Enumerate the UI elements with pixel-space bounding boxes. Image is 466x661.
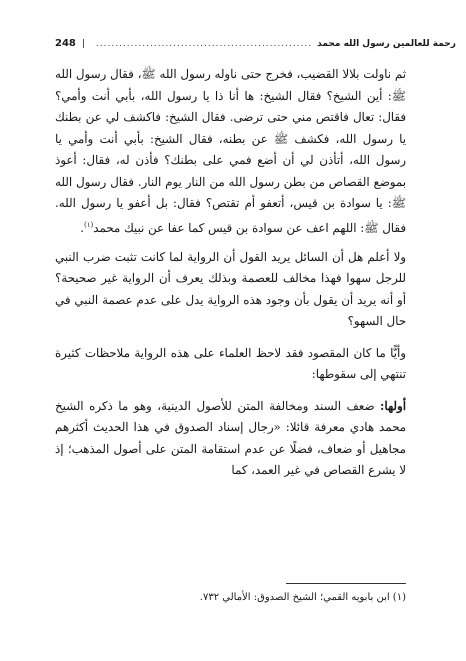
paragraph-1 [55, 64, 406, 239]
book-title: رحمة للعالمين رسول الله محمد [317, 38, 456, 49]
page-number: 248 [55, 38, 76, 49]
paragraph-2: ولا أعلم هل أن السائل يريد القول أن الرواية لما كانت تثبت ضرب النبي للرجل سهوا فهذا مخالف للعصمة وبذلك يعرف أن الرواية غير صحيحة؟ أو أنه يريد أن يقول بأن وجود هذه الرواية يدل على عدم عصمة النبي في حال السهو؟ [55, 249, 406, 329]
header-leader-dots: ........................................................ [95, 38, 313, 49]
paragraph-1-text: ثم ناولت بلالا القضيب، فخرج حتى ناوله رسول الله ﷺ، فقال رسول الله ﷺ: أين الشيخ؟ فقال الشيخ: ها أنا ذا يا رسول الله، بأبي أنت وأمي؟ فقال: تعال فاقتص مني حتى ترضى. فقال الشيخ: فاكشف لي عن بطنك يا رسول الله، فكشف ﷺ عن بطنه، فقال الشيخ: بأبي أنت وأمي يا رسول الله، أتأذن لي أن أضع فمي على بطنك؟ فأذن له، فقال: أعوذ بموضع القصاص من بطن رسول الله من النار يوم النار. فقال رسول الله ﷺ: يا سوادة بن قيس، أتعفو أم تقتص؟ فقال: بل أعفو يا رسول الله. فقال ﷺ: اللهم اعف عن سوادة بن قيس كما عفا عن نبيك محمد [55, 67, 406, 235]
footnote-reference: (١) [84, 220, 94, 229]
header-separator: | [81, 38, 85, 49]
footnote: (١) ابن بابويه القمي؛ الشيخ الصدوق: الأمالي ٧٣٢. [199, 592, 406, 603]
main-text [55, 64, 406, 492]
page-header [55, 38, 456, 49]
paragraph-1-end: . [80, 220, 85, 235]
paragraph-4-lead: أولها: [380, 398, 406, 413]
footnote-divider [286, 583, 406, 584]
paragraph-4-text: ضعف السند ومخالفة المتن للأصول الدينية، وهو ما ذكره الشيخ محمد هادي معرفة قائلا: «رجال إسناد الصدوق في هذا الحديث أكثرهم مجاهيل أو ضعاف، فضلًا عن عدم استقامة المتن على أصول المذهب؛ إذ لا يشرع القصاص في غير العمد، كما [55, 398, 406, 478]
paragraph-4 [55, 396, 406, 482]
paragraph-3: وأيًّا ما كان المقصود فقد لاحظ العلماء على هذه الرواية ملاحظات كثيرة تنتهي إلى سقوطها: [55, 345, 406, 382]
